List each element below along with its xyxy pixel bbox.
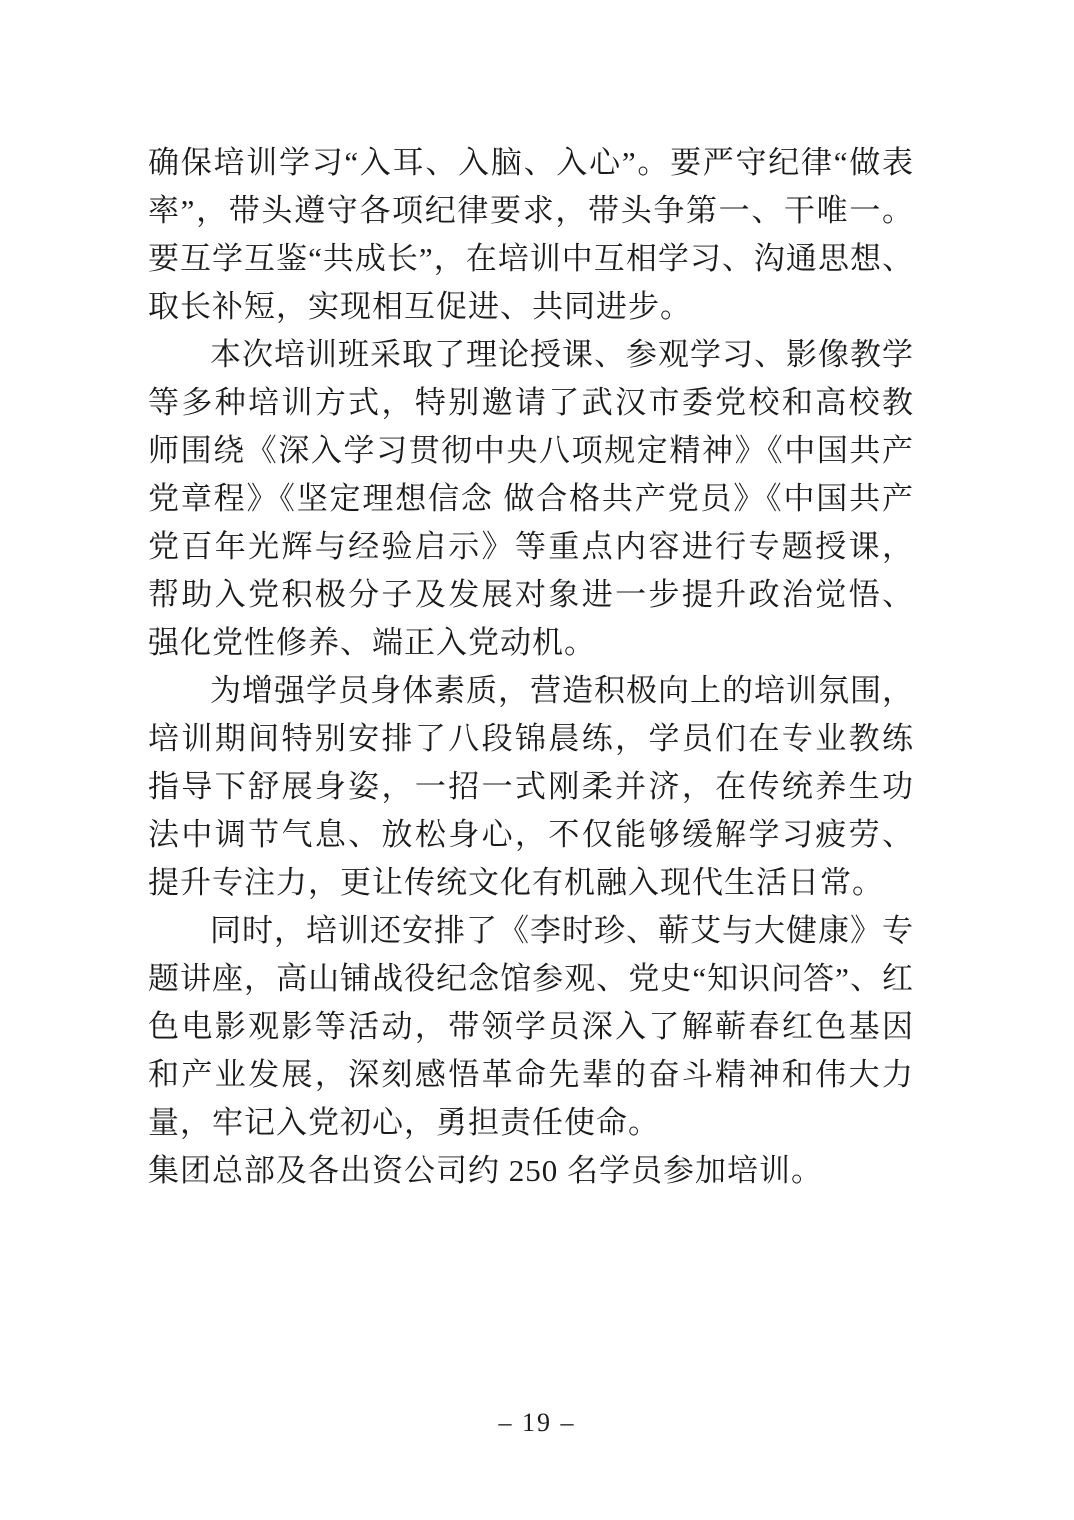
paragraph: 本次培训班采取了理论授课、参观学习、影像教学等多种培训方式，特别邀请了武汉市委党校和高校教师围绕《深入学习贯彻中央八项规定精神》《中国共产党章程》《坚定理想信念 做合格共产党员》《中国共产党百年光辉与经验启示》等重点内容进行专题授课，帮助入党积极分子及发展对象进一步提升政治觉悟、强化党性修养、端正入党动机。 — [148, 337, 914, 660]
paragraph: 集团总部及各出资公司约 250 名学员参加培训。 — [148, 1153, 823, 1188]
paragraph: 为增强学员身体素质，营造积极向上的培训氛围，培训期间特别安排了八段锦晨练，学员们在专业教练指导下舒展身姿，一招一式刚柔并济，在传统养生功法中调节气息、放松身心，不仅能够缓解学习疲劳、提升专注力，更让传统文化有机融入现代生活日常。 — [148, 673, 914, 900]
document-body — [148, 139, 914, 1195]
paragraph: 确保培训学习“入耳、入脑、入心”。要严守纪律“做表率”，带头遵守各项纪律要求，带头争第一、干唯一。要互学互鉴“共成长”，在培训中互相学习、沟通思想、取长补短，实现相互促进、共同进步。 — [148, 145, 914, 324]
paragraph: 同时，培训还安排了《李时珍、蕲艾与大健康》专题讲座，高山铺战役纪念馆参观、党史“知识问答”、红色电影观影等活动，带领学员深入了解蕲春红色基因和产业发展，深刻感悟革命先辈的奋斗精神和伟大力量，牢记入党初心，勇担责任使命。 — [148, 913, 914, 1140]
page-number: – 19 – — [498, 1408, 576, 1437]
